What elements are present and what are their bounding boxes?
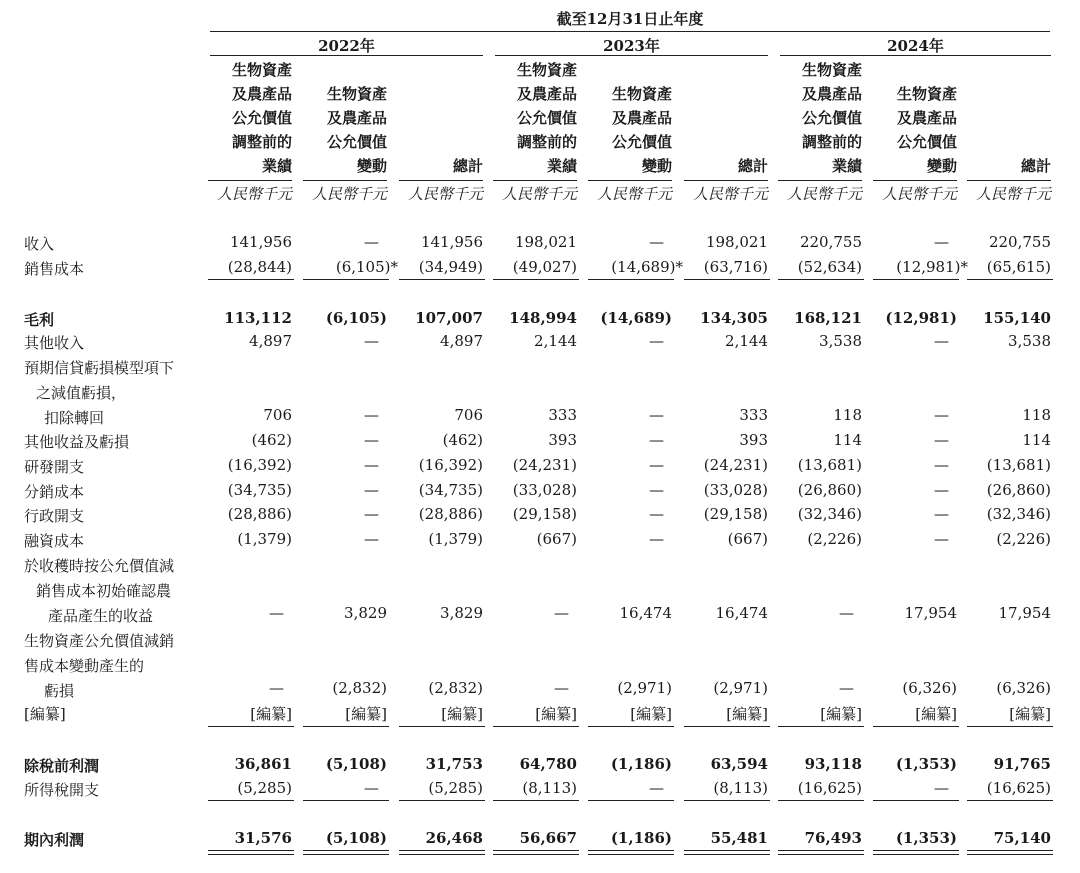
row-label: 預期信貸虧損模型項下 <box>24 359 175 377</box>
cell-value: — <box>649 456 664 474</box>
col-head-rule <box>588 180 672 181</box>
col-head-fv-change-line: 生物資產 <box>611 85 672 103</box>
row-label: 收入 <box>24 235 55 253</box>
cell-value: 36,861 <box>234 755 292 773</box>
cell-value: (32,346) <box>797 505 862 523</box>
cell-value: (63,716) <box>703 258 768 276</box>
cell-value: 220,755 <box>988 233 1051 251</box>
cell-value: — <box>649 332 664 350</box>
cell-value: — <box>364 332 379 350</box>
col-head-pre-fv-line: 及農產品 <box>801 85 862 103</box>
total-double-rule <box>493 850 579 855</box>
cell-value: (26,860) <box>797 481 862 499</box>
cell-value: (49,027) <box>512 258 577 276</box>
cell-value: 3,538 <box>1008 332 1051 350</box>
subtotal-rule <box>967 800 1053 801</box>
subtotal-rule <box>303 800 389 801</box>
cell-value: [編纂] <box>441 705 483 723</box>
cell-value: (2,971) <box>617 679 672 697</box>
row-label: 銷售成本 <box>24 260 85 278</box>
cell-value: 64,780 <box>519 755 577 773</box>
cell-value: (32,346) <box>986 505 1051 523</box>
cell-value: 93,118 <box>804 755 862 773</box>
cell-value: (1,379) <box>237 530 292 548</box>
row-label: 產品產生的收益 <box>48 607 154 625</box>
col-head-fv-change-line: 生物資產 <box>326 85 387 103</box>
col-head-pre-fv-line: 調整前的 <box>231 133 292 151</box>
cell-value: (33,028) <box>512 481 577 499</box>
unit-label: 人民幣千元 <box>216 185 292 203</box>
cell-value: (16,392) <box>418 456 483 474</box>
cell-value: (16,625) <box>797 779 862 797</box>
cell-value: [編纂] <box>535 705 577 723</box>
subtotal-rule <box>967 726 1053 727</box>
cell-value: (8,113) <box>713 779 768 797</box>
subtotal-rule <box>588 279 674 280</box>
col-head-rule <box>778 180 862 181</box>
col-head-pre-fv-line: 調整前的 <box>801 133 862 151</box>
unit-label: 人民幣千元 <box>596 185 672 203</box>
row-label: 分銷成本 <box>24 483 85 501</box>
col-head-pre-fv-line: 及農產品 <box>231 85 292 103</box>
subtotal-rule <box>778 726 864 727</box>
cell-value: 16,474 <box>619 604 672 622</box>
cell-value: (2,971) <box>713 679 768 697</box>
subtotal-rule <box>208 800 294 801</box>
total-double-rule <box>303 850 389 855</box>
cell-value: (29,158) <box>512 505 577 523</box>
cell-value: (2,226) <box>807 530 862 548</box>
cell-value: — <box>364 431 379 449</box>
cell-value: — <box>934 406 949 424</box>
cell-value: 155,140 <box>983 309 1051 327</box>
cell-value: 198,021 <box>514 233 577 251</box>
cell-value: 2,144 <box>725 332 768 350</box>
subtotal-rule <box>493 726 579 727</box>
cell-value: (33,028) <box>703 481 768 499</box>
cell-value: — <box>364 481 379 499</box>
cell-value: 17,954 <box>998 604 1051 622</box>
year-heading-1: 2022年 <box>318 37 375 55</box>
col-head-fv-change-line: 生物資產 <box>896 85 957 103</box>
cell-value: 75,140 <box>993 829 1051 847</box>
cell-value: [編纂] <box>250 705 292 723</box>
unit-label: 人民幣千元 <box>501 185 577 203</box>
col-head-rule <box>493 180 577 181</box>
cell-value: 91,765 <box>993 755 1051 773</box>
col-head-pre-fv-line: 生物資產 <box>231 61 292 79</box>
cell-value: (5,108) <box>325 755 387 773</box>
unit-label: 人民幣千元 <box>692 185 768 203</box>
cell-value: — <box>269 679 284 697</box>
cell-value: (28,886) <box>418 505 483 523</box>
row-label: [編纂] <box>24 705 66 723</box>
col-head-fv-change-line: 公允價值 <box>326 133 387 151</box>
subtotal-rule <box>399 726 485 727</box>
row-label: 其他收入 <box>24 334 85 352</box>
cell-value: 393 <box>548 431 577 449</box>
row-label: 扣除轉回 <box>44 409 105 427</box>
col-head-fv-change-line: 變動 <box>926 157 957 175</box>
cell-value: — <box>934 332 949 350</box>
cell-value: — <box>934 456 949 474</box>
row-label: 研發開支 <box>24 458 85 476</box>
cell-value: 31,576 <box>234 829 292 847</box>
col-head-total: 總計 <box>452 157 483 175</box>
total-double-rule <box>399 850 485 855</box>
subtotal-rule <box>684 726 770 727</box>
cell-value: 168,121 <box>794 309 862 327</box>
year-heading-3: 2024年 <box>887 37 944 55</box>
cell-value: (6,105)* <box>335 258 398 276</box>
subtotal-rule <box>588 726 674 727</box>
cell-value: 114 <box>833 431 862 449</box>
cell-value: — <box>934 431 949 449</box>
year-rule-1 <box>210 55 483 56</box>
row-label: 銷售成本初始確認農 <box>36 582 172 600</box>
period-title: 截至12月31日止年度 <box>556 10 704 28</box>
cell-value: 55,481 <box>710 829 768 847</box>
cell-value: (34,949) <box>418 258 483 276</box>
subtotal-rule <box>778 800 864 801</box>
col-head-pre-fv-line: 公允價值 <box>516 109 577 127</box>
cell-value: (667) <box>727 530 768 548</box>
subtotal-rule <box>967 279 1053 280</box>
cell-value: (5,285) <box>428 779 483 797</box>
subtotal-rule <box>493 279 579 280</box>
cell-value: — <box>269 604 284 622</box>
cell-value: 113,112 <box>224 309 292 327</box>
cell-value: 107,007 <box>415 309 483 327</box>
cell-value: (5,285) <box>237 779 292 797</box>
col-head-pre-fv-line: 公允價值 <box>801 109 862 127</box>
year-heading-2: 2023年 <box>603 37 660 55</box>
cell-value: — <box>934 779 949 797</box>
unit-label: 人民幣千元 <box>311 185 387 203</box>
col-head-fv-change-line: 變動 <box>356 157 387 175</box>
subtotal-rule <box>684 279 770 280</box>
subtotal-rule <box>303 726 389 727</box>
row-label: 除稅前利潤 <box>24 757 100 775</box>
cell-value: — <box>649 481 664 499</box>
cell-value: 333 <box>548 406 577 424</box>
col-head-pre-fv-line: 調整前的 <box>516 133 577 151</box>
cell-value: (24,231) <box>703 456 768 474</box>
total-double-rule <box>778 850 864 855</box>
total-double-rule <box>967 850 1053 855</box>
cell-value: [編纂] <box>726 705 768 723</box>
cell-value: 393 <box>739 431 768 449</box>
cell-value: (1,186) <box>610 755 672 773</box>
col-head-rule <box>208 180 292 181</box>
cell-value: (462) <box>251 431 292 449</box>
cell-value: 118 <box>833 406 862 424</box>
cell-value: 134,305 <box>700 309 768 327</box>
cell-value: (16,625) <box>986 779 1051 797</box>
subtotal-rule <box>399 800 485 801</box>
col-head-pre-fv-line: 業績 <box>831 157 862 175</box>
cell-value: 26,468 <box>425 829 483 847</box>
col-head-fv-change-line: 公允價值 <box>896 133 957 151</box>
col-head-fv-change-line: 變動 <box>641 157 672 175</box>
cell-value: (34,735) <box>418 481 483 499</box>
cell-value: — <box>649 530 664 548</box>
row-label: 融資成本 <box>24 532 85 550</box>
cell-value: 118 <box>1022 406 1051 424</box>
cell-value: [編纂] <box>915 705 957 723</box>
row-label: 生物資產公允價值減銷 <box>24 632 175 650</box>
col-head-rule <box>303 180 387 181</box>
cell-value: — <box>554 604 569 622</box>
cell-value: 220,755 <box>799 233 862 251</box>
cell-value: (6,326) <box>996 679 1051 697</box>
cell-value: 76,493 <box>804 829 862 847</box>
cell-value: (8,113) <box>522 779 577 797</box>
cell-value: 706 <box>263 406 292 424</box>
col-head-fv-change-line: 及農產品 <box>326 109 387 127</box>
cell-value: (1,353) <box>895 755 957 773</box>
subtotal-rule <box>303 279 389 280</box>
cell-value: — <box>839 679 854 697</box>
row-label: 所得稅開支 <box>24 781 100 799</box>
subtotal-rule <box>873 800 959 801</box>
cell-value: (1,379) <box>428 530 483 548</box>
total-double-rule <box>208 850 294 855</box>
row-label: 之減值虧損， <box>36 384 127 402</box>
cell-value: (2,832) <box>332 679 387 697</box>
cell-value: — <box>364 505 379 523</box>
cell-value: (462) <box>442 431 483 449</box>
cell-value: (13,681) <box>986 456 1051 474</box>
cell-value: (52,634) <box>797 258 862 276</box>
row-label: 行政開支 <box>24 507 85 525</box>
subtotal-rule <box>208 726 294 727</box>
cell-value: — <box>364 233 379 251</box>
cell-value: — <box>649 233 664 251</box>
cell-value: (2,226) <box>996 530 1051 548</box>
cell-value: (1,186) <box>610 829 672 847</box>
cell-value: 63,594 <box>710 755 768 773</box>
cell-value: 31,753 <box>425 755 483 773</box>
subtotal-rule <box>778 279 864 280</box>
cell-value: (14,689)* <box>611 258 683 276</box>
cell-value: 198,021 <box>705 233 768 251</box>
cell-value: [編纂] <box>345 705 387 723</box>
unit-label: 人民幣千元 <box>881 185 957 203</box>
subtotal-rule <box>873 279 959 280</box>
row-label: 售成本變動產生的 <box>24 657 145 675</box>
col-head-total: 總計 <box>1020 157 1051 175</box>
cell-value: — <box>839 604 854 622</box>
cell-value: 4,897 <box>249 332 292 350</box>
subtotal-rule <box>588 800 674 801</box>
cell-value: (29,158) <box>703 505 768 523</box>
cell-value: 333 <box>739 406 768 424</box>
cell-value: 706 <box>454 406 483 424</box>
cell-value: — <box>934 233 949 251</box>
cell-value: (13,681) <box>797 456 862 474</box>
col-head-fv-change-line: 及農產品 <box>611 109 672 127</box>
cell-value: 141,956 <box>229 233 292 251</box>
row-label: 於收穫時按公允價值減 <box>24 557 175 575</box>
year-rule-2 <box>495 55 768 56</box>
cell-value: (26,860) <box>986 481 1051 499</box>
cell-value: (28,886) <box>227 505 292 523</box>
cell-value: (28,844) <box>227 258 292 276</box>
col-head-pre-fv-line: 生物資產 <box>801 61 862 79</box>
col-head-pre-fv-line: 業績 <box>546 157 577 175</box>
subtotal-rule <box>399 279 485 280</box>
cell-value: 3,829 <box>344 604 387 622</box>
cell-value: — <box>934 505 949 523</box>
subtotal-rule <box>493 800 579 801</box>
cell-value: (667) <box>536 530 577 548</box>
subtotal-rule <box>684 800 770 801</box>
cell-value: — <box>649 431 664 449</box>
cell-value: [編纂] <box>820 705 862 723</box>
cell-value: [編纂] <box>630 705 672 723</box>
subtotal-rule <box>873 726 959 727</box>
cell-value: — <box>364 456 379 474</box>
col-head-rule <box>967 180 1051 181</box>
cell-value: 114 <box>1022 431 1051 449</box>
col-head-pre-fv-line: 業績 <box>261 157 292 175</box>
cell-value: (24,231) <box>512 456 577 474</box>
unit-label: 人民幣千元 <box>786 185 862 203</box>
cell-value: (6,105) <box>325 309 387 327</box>
total-double-rule <box>588 850 674 855</box>
cell-value: — <box>934 481 949 499</box>
unit-label: 人民幣千元 <box>407 185 483 203</box>
cell-value: — <box>934 530 949 548</box>
cell-value: (1,353) <box>895 829 957 847</box>
total-double-rule <box>684 850 770 855</box>
cell-value: (16,392) <box>227 456 292 474</box>
cell-value: 2,144 <box>534 332 577 350</box>
row-label: 其他收益及虧損 <box>24 433 130 451</box>
cell-value: (65,615) <box>986 258 1051 276</box>
cell-value: — <box>554 679 569 697</box>
cell-value: — <box>364 779 379 797</box>
unit-label: 人民幣千元 <box>975 185 1051 203</box>
cell-value: — <box>649 779 664 797</box>
cell-value: 3,538 <box>819 332 862 350</box>
cell-value: 148,994 <box>509 309 577 327</box>
cell-value: (34,735) <box>227 481 292 499</box>
col-head-rule <box>399 180 483 181</box>
row-label: 虧損 <box>44 682 75 700</box>
col-head-pre-fv-line: 生物資產 <box>516 61 577 79</box>
row-label: 期內利潤 <box>24 831 85 849</box>
cell-value: (2,832) <box>428 679 483 697</box>
cell-value: — <box>649 505 664 523</box>
cell-value: 17,954 <box>904 604 957 622</box>
cell-value: 141,956 <box>420 233 483 251</box>
row-label: 毛利 <box>24 311 55 329</box>
col-head-pre-fv-line: 公允價值 <box>231 109 292 127</box>
cell-value: (12,981)* <box>896 258 968 276</box>
cell-value: 4,897 <box>440 332 483 350</box>
col-head-fv-change-line: 及農產品 <box>896 109 957 127</box>
total-double-rule <box>873 850 959 855</box>
cell-value: — <box>364 530 379 548</box>
col-head-total: 總計 <box>737 157 768 175</box>
cell-value: 16,474 <box>715 604 768 622</box>
col-head-pre-fv-line: 及農產品 <box>516 85 577 103</box>
cell-value: [編纂] <box>1009 705 1051 723</box>
cell-value: 56,667 <box>519 829 577 847</box>
cell-value: (5,108) <box>325 829 387 847</box>
subtotal-rule <box>208 279 294 280</box>
header-rule <box>210 31 1050 32</box>
cell-value: (12,981) <box>885 309 957 327</box>
col-head-rule <box>684 180 768 181</box>
cell-value: (6,326) <box>902 679 957 697</box>
cell-value: 3,829 <box>440 604 483 622</box>
cell-value: — <box>364 406 379 424</box>
cell-value: — <box>649 406 664 424</box>
col-head-fv-change-line: 公允價值 <box>611 133 672 151</box>
col-head-rule <box>873 180 957 181</box>
year-rule-3 <box>780 55 1051 56</box>
cell-value: (14,689) <box>600 309 672 327</box>
